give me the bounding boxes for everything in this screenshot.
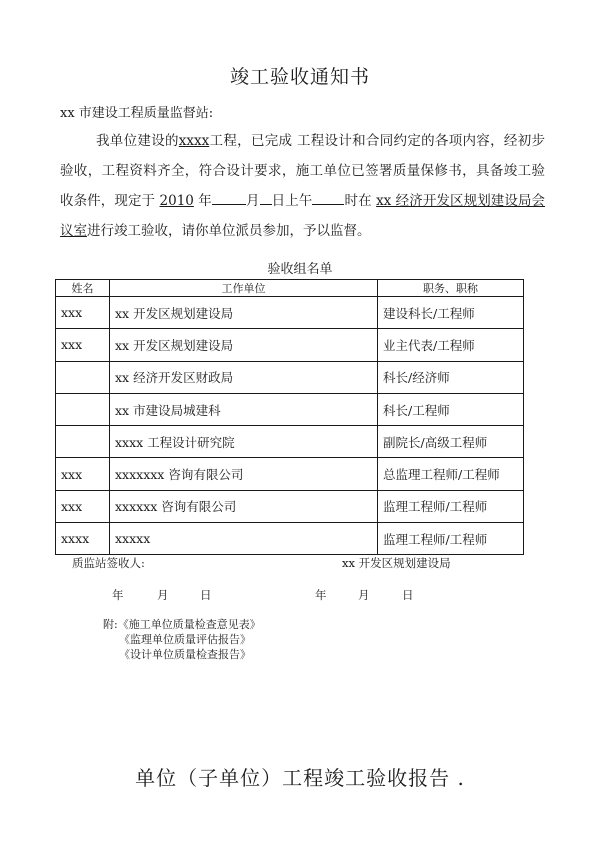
left-date-month: 月 (157, 588, 169, 602)
member-position: 科长/经济师 (378, 361, 524, 393)
committee-table (55, 279, 524, 555)
hour-blank (312, 190, 344, 205)
table-row (56, 361, 524, 393)
month-label: 月 (245, 193, 260, 209)
supervision-signer-label: 质监站签收人: (72, 556, 145, 570)
year-label: 年 (198, 193, 212, 209)
header-name: 姓名 (56, 280, 110, 297)
right-date-month: 月 (358, 588, 370, 602)
table-header-row (56, 280, 524, 297)
member-position: 副院长/高级工程师 (378, 426, 524, 458)
member-position: 总监理工程师/工程师 (378, 458, 524, 490)
member-unit: xxxxxxx 咨询有限公司 (110, 458, 378, 490)
project-name: xxxx (178, 133, 210, 149)
member-name: xxxx (56, 523, 110, 555)
member-name: xxx (56, 297, 110, 329)
table-row (56, 523, 524, 555)
member-unit: xx 市建设局城建科 (110, 393, 378, 425)
table-row (56, 393, 524, 425)
notice-text-1: 我单位建设的 (96, 133, 179, 149)
attachment-item: 附:《施工单位质量检查意见表》 (103, 618, 261, 631)
member-unit: xx 经济开发区财政局 (110, 361, 378, 393)
member-position: 监理工程师/工程师 (378, 490, 524, 522)
report-title: 单位（子单位）工程竣工验收报告 . (135, 766, 465, 790)
attachment-item: 《设计单位质量检查报告》 (119, 648, 251, 661)
left-date-year: 年 (112, 588, 124, 602)
month-blank (212, 190, 246, 205)
member-unit: xx 开发区规划建设局 (110, 297, 378, 329)
attachment-item: 《监理单位质量评估报告》 (119, 633, 251, 646)
member-name: xxx (56, 458, 110, 490)
table-row (56, 297, 524, 329)
member-position: 业主代表/工程师 (378, 329, 524, 361)
member-name (56, 426, 110, 458)
day-blank (260, 190, 272, 205)
acceptance-year: 2010 (159, 193, 194, 209)
meeting-location: xx 经济开发区规划建设局会议室 (60, 193, 546, 239)
member-unit: xx 开发区规划建设局 (110, 329, 378, 361)
table-row (56, 490, 524, 522)
member-unit: xxxxxx 咨询有限公司 (110, 490, 378, 522)
member-name (56, 393, 110, 425)
left-date-day: 日 (200, 588, 212, 602)
member-name: xxx (56, 490, 110, 522)
right-date-year: 年 (315, 588, 327, 602)
member-position: 监理工程师/工程师 (378, 523, 524, 555)
committee-title: 验收组名单 (267, 262, 333, 277)
notice-paragraph (60, 126, 545, 246)
attachments-list (103, 617, 261, 662)
hour-label: 时在 (344, 193, 372, 209)
right-date-day: 日 (402, 588, 414, 602)
member-unit: xxxx 工程设计研究院 (110, 426, 378, 458)
construction-bureau-label: xx 开发区规划建设局 (342, 556, 451, 570)
notice-text-2: 工程，已完成 工程设计和合同约定的各项内容，经初步验收，工程资料齐全，符合设计要求，施工单位已签署质量保修书，具备竣工验收条件，现定于 (60, 133, 546, 209)
recipient-line: xx 市建设工程质量监督站: (60, 106, 214, 121)
table-row (56, 426, 524, 458)
member-position: 科长/工程师 (378, 393, 524, 425)
member-name: xxx (56, 329, 110, 361)
header-unit: 工作单位 (110, 280, 378, 297)
member-position: 建设科长/工程师 (378, 297, 524, 329)
table-row (56, 458, 524, 490)
notice-text-3: 进行竣工验收，请你单位派员参加，予以监督。 (87, 223, 371, 239)
header-position: 职务、职称 (378, 280, 524, 297)
table-row (56, 329, 524, 361)
member-unit: xxxxx (110, 523, 378, 555)
notice-title: 竣工验收通知书 (229, 66, 370, 88)
member-name (56, 361, 110, 393)
day-am-label: 日上午 (271, 193, 313, 209)
